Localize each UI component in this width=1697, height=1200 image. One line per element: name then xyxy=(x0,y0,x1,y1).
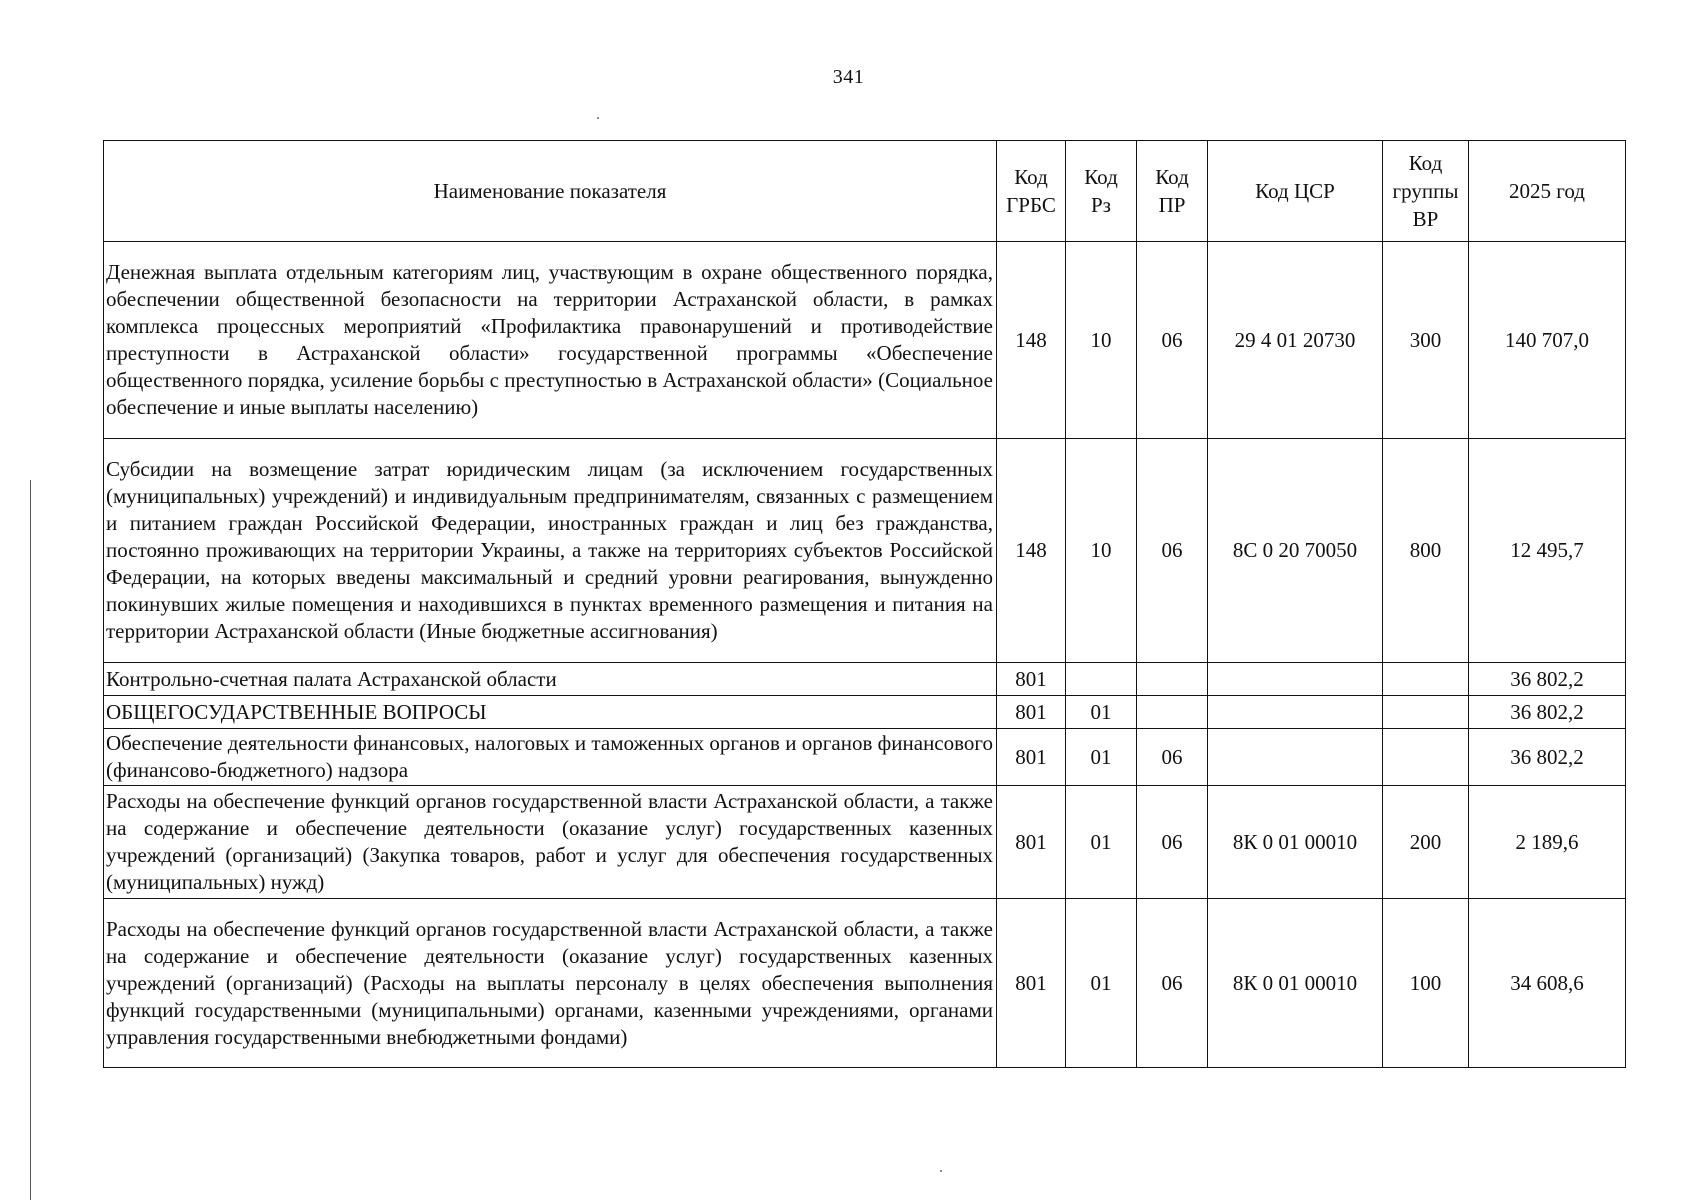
row-vr xyxy=(1383,663,1469,696)
row-grbs: 801 xyxy=(997,729,1066,786)
row-amount: 34 608,6 xyxy=(1469,899,1626,1068)
header-pr-line2: ПР xyxy=(1158,193,1186,217)
row-csr: 8К 0 01 00010 xyxy=(1208,899,1383,1068)
budget-table xyxy=(103,140,1626,1068)
row-amount: 36 802,2 xyxy=(1469,696,1626,729)
table-row xyxy=(104,696,1626,729)
row-grbs: 148 xyxy=(997,439,1066,663)
row-pr xyxy=(1137,663,1208,696)
row-csr xyxy=(1208,663,1383,696)
header-year: 2025 год xyxy=(1469,141,1626,242)
row-amount: 12 495,7 xyxy=(1469,439,1626,663)
header-grbs xyxy=(997,141,1066,242)
row-grbs: 801 xyxy=(997,696,1066,729)
row-rz xyxy=(1066,663,1137,696)
scan-speck xyxy=(597,117,599,119)
scan-edge-line xyxy=(30,480,31,1200)
row-name: Расходы на обеспечение функций органов государственной власти Астраханской области, а также на содержание и обеспечение деятельности (оказание услуг) государственных казенных учреждений (организаций) (Расходы на выплаты персоналу в целях обеспечения выполнения функций государственными (муниципальными) органами, казенными учреждениями, органами управления государственными внебюджетными фондами) xyxy=(104,899,997,1068)
row-vr xyxy=(1383,696,1469,729)
header-pr-line1: Код xyxy=(1155,165,1189,189)
row-pr: 06 xyxy=(1137,729,1208,786)
row-pr: 06 xyxy=(1137,242,1208,439)
header-csr: Код ЦСР xyxy=(1208,141,1383,242)
row-grbs: 801 xyxy=(997,786,1066,899)
row-amount: 140 707,0 xyxy=(1469,242,1626,439)
row-csr xyxy=(1208,729,1383,786)
row-amount: 36 802,2 xyxy=(1469,663,1626,696)
row-name: Обеспечение деятельности финансовых, налоговых и таможенных органов и органов финансового (финансово-бюджетного) надзора xyxy=(104,729,997,786)
header-vr-line3: ВР xyxy=(1412,207,1439,231)
row-csr: 8К 0 01 00010 xyxy=(1208,786,1383,899)
row-name: ОБЩЕГОСУДАРСТВЕННЫЕ ВОПРОСЫ xyxy=(104,696,997,729)
table-row xyxy=(104,242,1626,439)
row-name: Денежная выплата отдельным категориям лиц, участвующим в охране общественного порядка, обеспечении общественной безопасности на территории Астраханской области, в рамках комплекса процессных мероприятий «Профилактика правонарушений и противодействие преступности в Астраханской области» государственной программы «Обеспечение общественного порядка, усиление борьбы с преступностью в Астраханской области» (Социальное обеспечение и иные выплаты населению) xyxy=(104,242,997,439)
row-vr: 300 xyxy=(1383,242,1469,439)
row-rz: 01 xyxy=(1066,729,1137,786)
header-grbs-line1: Код xyxy=(1014,165,1048,189)
header-vr xyxy=(1383,141,1469,242)
row-grbs: 148 xyxy=(997,242,1066,439)
row-amount: 36 802,2 xyxy=(1469,729,1626,786)
row-rz: 01 xyxy=(1066,899,1137,1068)
row-csr: 29 4 01 20730 xyxy=(1208,242,1383,439)
table-row xyxy=(104,439,1626,663)
row-vr: 200 xyxy=(1383,786,1469,899)
row-vr: 800 xyxy=(1383,439,1469,663)
table-header-row xyxy=(104,141,1626,242)
row-amount: 2 189,6 xyxy=(1469,786,1626,899)
row-rz: 10 xyxy=(1066,242,1137,439)
header-grbs-line2: ГРБС xyxy=(1006,193,1056,217)
scan-speck xyxy=(940,1170,942,1172)
row-rz: 01 xyxy=(1066,786,1137,899)
header-pr xyxy=(1137,141,1208,242)
row-name: Субсидии на возмещение затрат юридическим лицам (за исключением государственных (муниципальных) учреждений) и индивидуальным предпринимателям, связанных с размещением и питанием граждан Российской Федерации, иностранных граждан и лиц без гражданства, постоянно проживающих на территории Украины, а также на территориях субъектов Российской Федерации, на которых введены максимальный и средний уровни реагирования, вынужденно покинувших жилые помещения и находившихся в пунктах временного размещения и питания на территории Астраханской области (Иные бюджетные ассигнования) xyxy=(104,439,997,663)
row-csr xyxy=(1208,696,1383,729)
row-name: Расходы на обеспечение функций органов государственной власти Астраханской области, а также на содержание и обеспечение деятельности (оказание услуг) государственных казенных учреждений (организаций) (Закупка товаров, работ и услуг для обеспечения государственных (муниципальных) нужд) xyxy=(104,786,997,899)
header-vr-line2: группы xyxy=(1392,179,1459,203)
row-pr: 06 xyxy=(1137,899,1208,1068)
header-name: Наименование показателя xyxy=(104,141,997,242)
header-rz xyxy=(1066,141,1137,242)
row-grbs: 801 xyxy=(997,663,1066,696)
row-pr: 06 xyxy=(1137,786,1208,899)
row-vr xyxy=(1383,729,1469,786)
header-vr-line1: Код xyxy=(1408,151,1443,175)
header-rz-line2: Рз xyxy=(1091,193,1111,217)
row-rz: 10 xyxy=(1066,439,1137,663)
header-rz-line1: Код xyxy=(1084,165,1118,189)
row-vr: 100 xyxy=(1383,899,1469,1068)
row-name: Контрольно-счетная палата Астраханской области xyxy=(104,663,997,696)
row-rz: 01 xyxy=(1066,696,1137,729)
table-row xyxy=(104,729,1626,786)
table-row xyxy=(104,663,1626,696)
row-pr xyxy=(1137,696,1208,729)
table-row xyxy=(104,786,1626,899)
row-csr: 8С 0 20 70050 xyxy=(1208,439,1383,663)
row-grbs: 801 xyxy=(997,899,1066,1068)
table-row xyxy=(104,899,1626,1068)
row-pr: 06 xyxy=(1137,439,1208,663)
page-number: 341 xyxy=(832,66,865,88)
